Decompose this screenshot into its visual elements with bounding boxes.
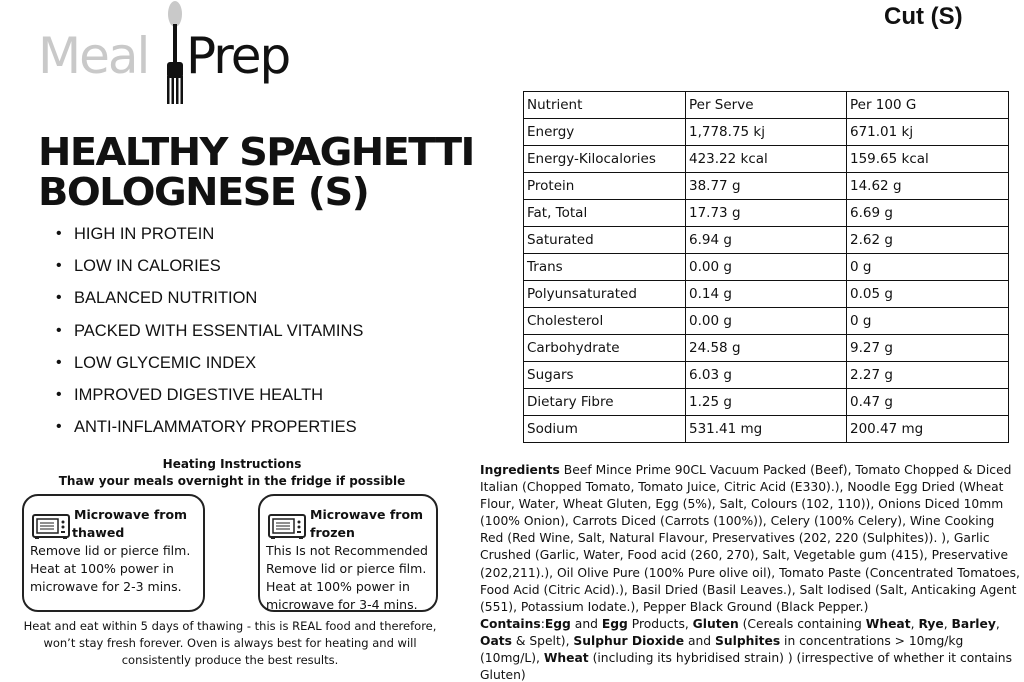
per-100g-cell: 200.47 mg [847, 416, 1009, 443]
per-serve-cell: 423.22 kcal [686, 146, 847, 173]
ingredients-body: Beef Mince Prime 90CL Vacuum Packed (Beef), Tomato Chopped & Diced Italian (Chopped Tomato, Tomato Juice, Citric Acid (E330).), Noodle Egg Dried (Wheat Flour, Water, Wheat Gluten, Egg (5%), Salt, Colours (102, 110)), Onions Diced 10mm (100% Onion), Carrots Diced (Carrots (100%)), Celery (100% Celery), Wine Cooking Red (Red Wine, Salt, Natural Flavour, Preservatives (202, 220 (Sulphites)). ), Garlic Crushed (Garlic, Water, Food acid (260, 270), Salt, Vegetable gum (415), Preservative (202,211).), Oil Olive Pure (100% Pure olive oil), Tomato Paste (Concentrated Tomatoes, Food Acid (Citric Acid).), Basil Dried (Basil Leaves.), Salt Iodised (Salt, Anticaking Agent (551), Potassium Iodate.), Pepper Black Ground (Black Pepper.) [480, 463, 1020, 614]
nutrition-table [523, 91, 1009, 443]
allergen-highlight: Egg [601, 616, 628, 631]
instruction-line: This Is not Recommended [266, 543, 428, 558]
product-title [38, 132, 542, 212]
allergen-highlight: Oats [480, 633, 512, 648]
per-serve-cell: 0.14 g [686, 281, 847, 308]
per-serve-cell: 0.00 g [686, 254, 847, 281]
allergen-highlight: Rye [918, 616, 944, 631]
allergen-text: in concentrations > 10mg/kg (10mg/L), [480, 633, 964, 666]
heating-instructions-header [22, 456, 442, 490]
cut-label: Cut (S) [884, 3, 963, 30]
per-serve-cell: 6.94 g [686, 227, 847, 254]
allergen-highlight: Sulphur Dioxide [573, 633, 685, 648]
per-100g-cell: 0.05 g [847, 281, 1009, 308]
nutrient-name-cell: Protein [524, 173, 686, 200]
per-100g-cell: 0 g [847, 254, 1009, 281]
allergen-statement [480, 617, 1012, 682]
per-100g-cell: 671.01 kj [847, 119, 1009, 146]
spoon-fork-icon [162, 0, 188, 108]
allergen-text: : [540, 616, 545, 631]
allergen-text: and [684, 633, 715, 648]
nutrient-name-cell: Carbohydrate [524, 335, 686, 362]
allergen-text: Products, [627, 616, 693, 631]
per-100g-cell: 6.69 g [847, 200, 1009, 227]
table-row [524, 416, 1009, 443]
allergen-highlight: Wheat [865, 616, 911, 631]
heating-subtitle: Thaw your meals overnight in the fridge if possible [58, 474, 406, 488]
product-title-line1: HEALTHY SPAGHETTI [38, 130, 474, 174]
note-line: Heat and eat within 5 days of thawing - this is REAL food and therefore, [23, 619, 437, 633]
contains-label: Contains [480, 616, 541, 631]
frozen-heading [310, 506, 423, 542]
thawed-heading [74, 506, 187, 542]
list-item: • BALANCED NUTRITION [56, 286, 363, 318]
nutrient-name-cell: Sugars [524, 362, 686, 389]
nutrient-name-cell: Cholesterol [524, 308, 686, 335]
microwave-thawed-box [22, 494, 205, 612]
instruction-line: Heat at 100% power in [30, 561, 174, 576]
allergen-highlight: Sulphites [715, 633, 781, 648]
header-cell: Per Serve [686, 92, 847, 119]
note-line: consistently produce the best results. [121, 653, 339, 667]
list-item: • LOW IN CALORIES [56, 254, 363, 286]
benefits-list [56, 222, 363, 447]
per-100g-cell: 2.62 g [847, 227, 1009, 254]
allergen-text: (Cereals containing [738, 616, 866, 631]
thawed-instructions [30, 542, 190, 596]
per-100g-cell: 2.27 g [847, 362, 1009, 389]
brand-name-part2: Prep [186, 27, 290, 85]
allergen-text: , [910, 616, 919, 631]
allergen-text: and [570, 616, 602, 631]
allergen-text: , [995, 616, 1000, 631]
frozen-instructions [266, 542, 428, 614]
instruction-line: microwave for 2-3 mins. [30, 579, 182, 594]
instruction-line: Heat at 100% power in [266, 579, 410, 594]
header-cell: Nutrient [524, 92, 686, 119]
per-serve-cell: 1,778.75 kj [686, 119, 847, 146]
instruction-line: Remove lid or pierce film. [266, 561, 427, 576]
nutrient-name-cell: Dietary Fibre [524, 389, 686, 416]
per-100g-cell: 0.47 g [847, 389, 1009, 416]
table-header-row [524, 92, 1009, 119]
frozen-heading-line1: Microwave from [310, 507, 424, 522]
heating-note [12, 618, 448, 669]
product-title-line2: BOLOGNESE (S) [38, 170, 369, 214]
list-item: • ANTI-INFLAMMATORY PROPERTIES [56, 415, 363, 447]
per-serve-cell: 24.58 g [686, 335, 847, 362]
allergen-text: , [943, 616, 952, 631]
frozen-heading-line2: frozen [310, 525, 355, 540]
list-item: • IMPROVED DIGESTIVE HEALTH [56, 383, 363, 415]
brand-logo [38, 0, 318, 110]
table-row [524, 281, 1009, 308]
allergen-text: & Spelt), [511, 633, 574, 648]
table-row [524, 173, 1009, 200]
microwave-icon [268, 514, 306, 540]
nutrient-name-cell: Trans [524, 254, 686, 281]
per-serve-cell: 38.77 g [686, 173, 847, 200]
note-line: won’t stay fresh forever. Oven is always best for heating and will [43, 636, 417, 650]
list-item: • LOW GLYCEMIC INDEX [56, 351, 363, 383]
instruction-line: Remove lid or pierce film. [30, 543, 191, 558]
heating-title: Heating Instructions [162, 457, 302, 471]
per-serve-cell: 1.25 g [686, 389, 847, 416]
nutrient-name-cell: Fat, Total [524, 200, 686, 227]
allergen-highlight: Barley [951, 616, 996, 631]
thawed-heading-line1: Microwave from [74, 507, 188, 522]
per-100g-cell: 14.62 g [847, 173, 1009, 200]
nutrient-name-cell: Sodium [524, 416, 686, 443]
table-row [524, 335, 1009, 362]
list-item: • HIGH IN PROTEIN [56, 222, 363, 254]
nutrient-name-cell: Saturated [524, 227, 686, 254]
allergen-highlight: Wheat [543, 651, 589, 666]
table-row [524, 146, 1009, 173]
table-row [524, 119, 1009, 146]
per-serve-cell: 6.03 g [686, 362, 847, 389]
nutrient-name-cell: Energy [524, 119, 686, 146]
brand-name-part1: Meal [38, 27, 149, 85]
allergen-text: (including its hybridised strain) ) (irrespective of whether it contains Gluten) [480, 651, 1013, 682]
header-cell: Per 100 G [847, 92, 1009, 119]
per-100g-cell: 9.27 g [847, 335, 1009, 362]
table-row [524, 254, 1009, 281]
table-row [524, 200, 1009, 227]
per-100g-cell: 159.65 kcal [847, 146, 1009, 173]
table-row [524, 227, 1009, 254]
table-row [524, 362, 1009, 389]
thawed-heading-line2: thawed [72, 525, 125, 540]
table-row [524, 389, 1009, 416]
ingredients-label: Ingredients [480, 463, 560, 477]
instruction-line: microwave for 3-4 mins. [266, 597, 418, 612]
allergen-highlight: Egg [544, 616, 571, 631]
ingredients-text [480, 462, 1020, 682]
nutrient-name-cell: Polyunsaturated [524, 281, 686, 308]
per-serve-cell: 0.00 g [686, 308, 847, 335]
list-item: • PACKED WITH ESSENTIAL VITAMINS [56, 319, 363, 351]
nutrient-name-cell: Energy-Kilocalories [524, 146, 686, 173]
per-serve-cell: 17.73 g [686, 200, 847, 227]
allergen-highlight: Gluten [692, 616, 739, 631]
per-100g-cell: 0 g [847, 308, 1009, 335]
microwave-frozen-box [258, 494, 438, 612]
per-serve-cell: 531.41 mg [686, 416, 847, 443]
table-row [524, 308, 1009, 335]
